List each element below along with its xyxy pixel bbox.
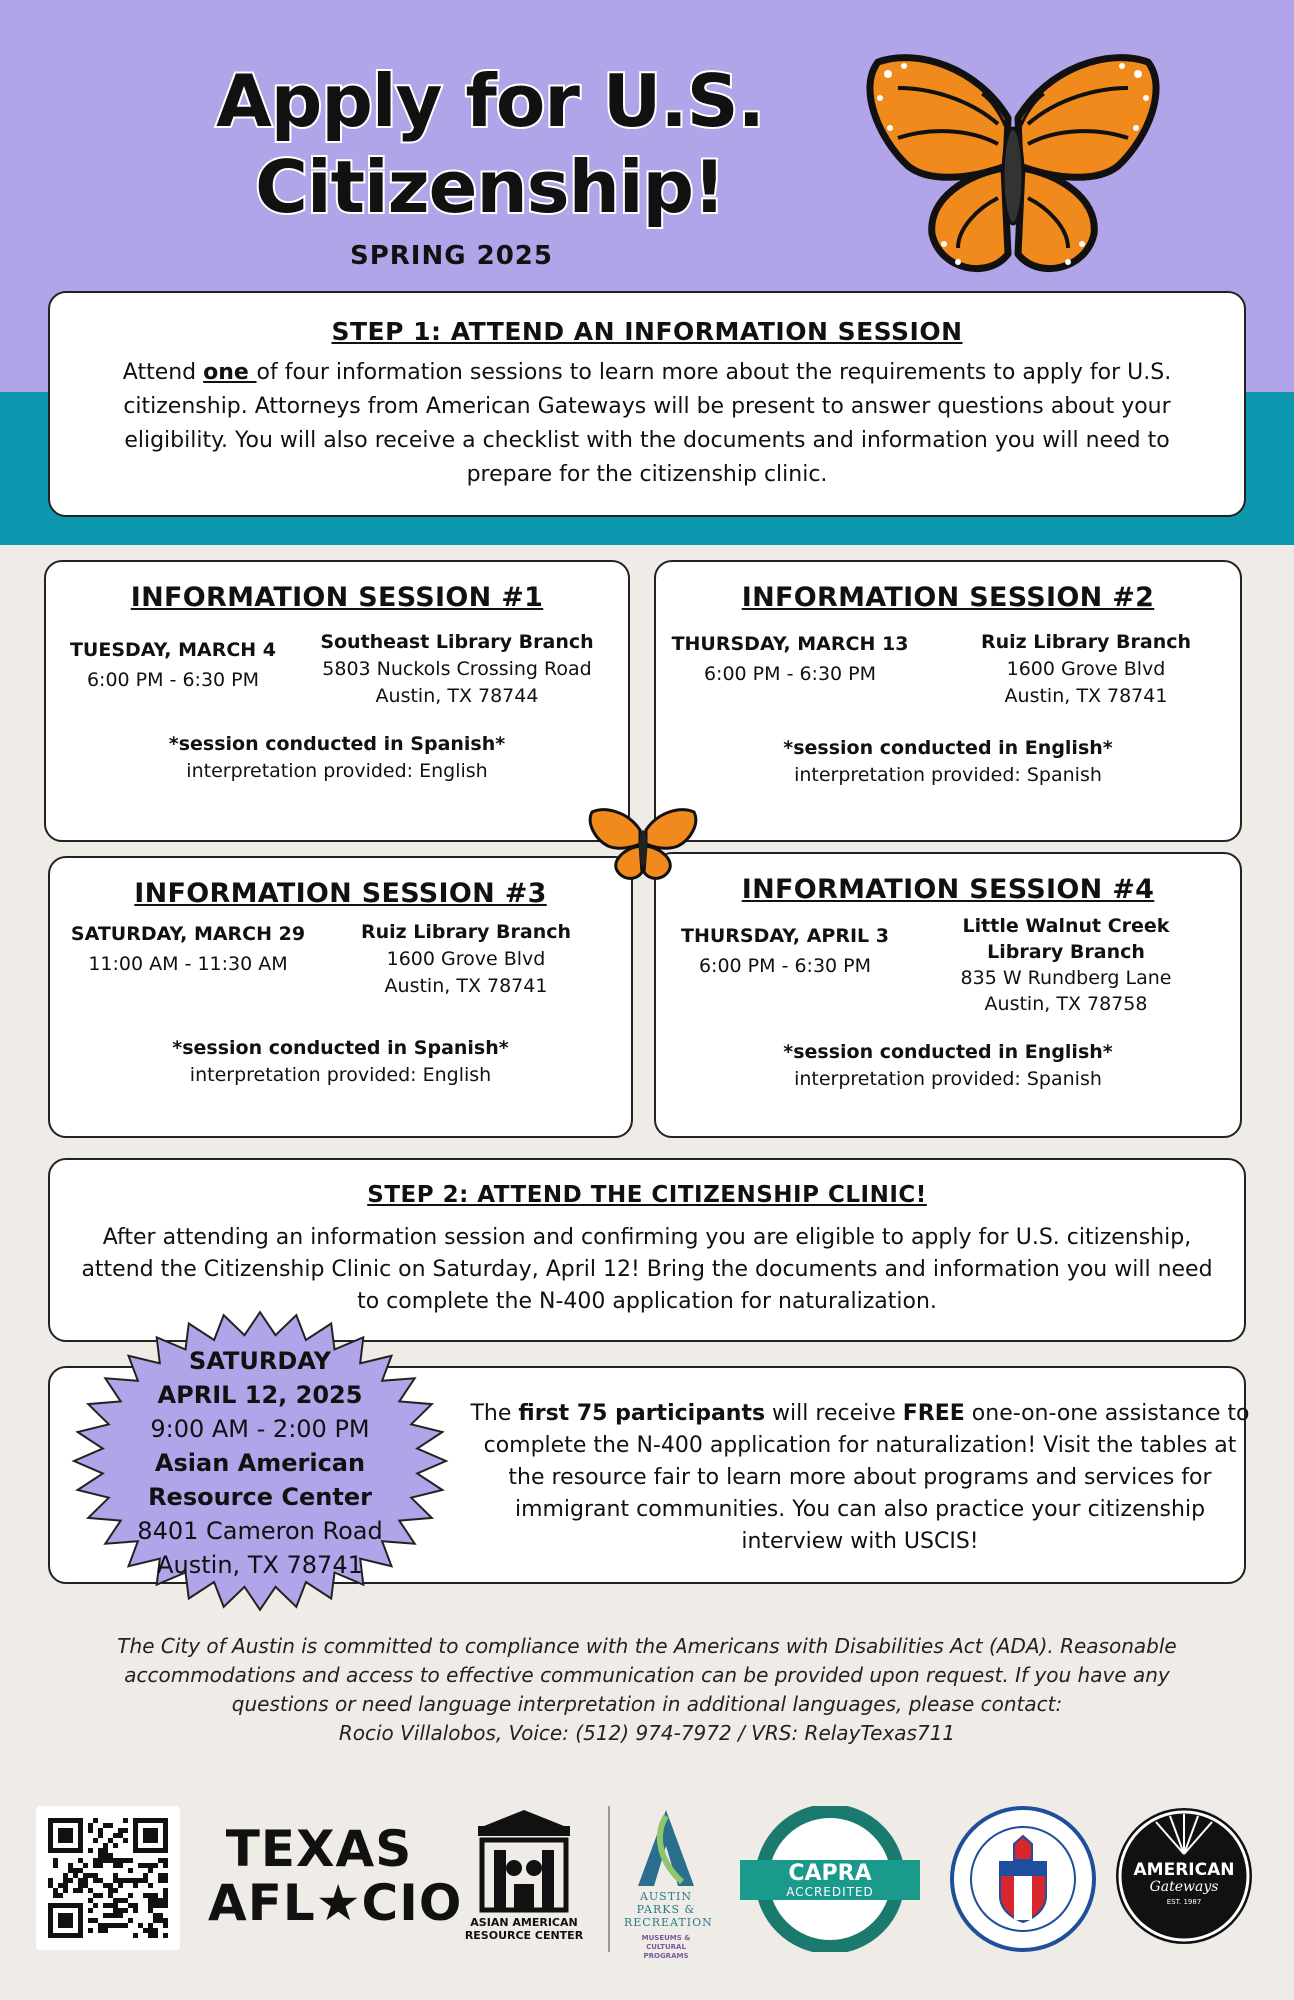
- session-interpretation: interpretation provided: Spanish: [794, 764, 1102, 786]
- session-venue: Southeast Library Branch: [320, 631, 594, 653]
- session-language: *session conducted in English*: [783, 1041, 1113, 1063]
- session-language-note: [656, 1039, 1240, 1093]
- session-address-line1: 1600 Grove Blvd: [386, 948, 546, 970]
- session-time: 11:00 AM - 11:30 AM: [88, 953, 288, 975]
- subtitle: SPRING 2025: [350, 241, 553, 271]
- clinic-venue-line2: Resource Center: [148, 1483, 372, 1511]
- austin-parks-recreation-logo: AUSTIN PARKS & RECREATION MUSEUMS & CULTURAL PROGRAMS: [624, 1806, 708, 1952]
- session-interpretation: interpretation provided: English: [186, 760, 488, 782]
- session-datetime: [68, 635, 278, 695]
- session-address-line1: 1600 Grove Blvd: [1006, 658, 1166, 680]
- step2-heading: STEP 2: ATTEND THE CITIZENSHIP CLINIC!: [367, 1182, 927, 1208]
- step1-heading: STEP 1: ATTEND AN INFORMATION SESSION: [331, 317, 963, 346]
- clinic-address-line1: 8401 Cameron Road: [137, 1517, 383, 1545]
- step1-text: Attend one of four information sessions to learn more about the requirements to apply for U.S. citizenship. Attorneys from American Gateways will be present to answer questions about your eligibility. You will also receive a checklist with the documents and information you will need to prepare for the citizenship clinic.: [122, 360, 1172, 487]
- session-language: *session conducted in Spanish*: [168, 733, 506, 755]
- gateways-name: AMERICAN: [1133, 1860, 1235, 1880]
- clinic-details: [70, 1344, 450, 1582]
- step1-emphasis: one: [203, 360, 257, 385]
- session-venue: Ruiz Library Branch: [980, 631, 1192, 653]
- city-of-austin-seal: [948, 1804, 1098, 1954]
- session-language-note: [46, 731, 628, 785]
- session-time: 6:00 PM - 6:30 PM: [86, 669, 260, 691]
- clinic-venue-line1: Asian American: [154, 1449, 366, 1477]
- session-language: *session conducted in Spanish*: [172, 1037, 509, 1059]
- session-day: THURSDAY, APRIL 3: [681, 925, 889, 947]
- asian-american-resource-center-logo: ASIAN AMERICAN RESOURCE CENTER: [448, 1806, 600, 1952]
- info-session-3-card: [48, 856, 633, 1138]
- contact-line: Rocio Villalobos, Voice: (512) 974-7972 / VRS: RelayTexas711: [338, 1721, 956, 1745]
- session-venue-line2: Library Branch: [987, 941, 1145, 963]
- clinic-free: FREE: [902, 1401, 965, 1426]
- page-title: [150, 58, 830, 230]
- session-location: [956, 629, 1216, 710]
- capra-title: CAPRA: [788, 1861, 872, 1886]
- session-time: 6:00 PM - 6:30 PM: [698, 955, 872, 977]
- session-location: [346, 919, 586, 1000]
- session-heading: INFORMATION SESSION #3: [134, 878, 547, 909]
- session-day: TUESDAY, MARCH 4: [69, 639, 277, 661]
- session-language-note: [656, 735, 1240, 789]
- session-address-line2: Austin, TX 78758: [984, 993, 1148, 1015]
- session-interpretation: interpretation provided: English: [189, 1064, 492, 1086]
- capra-accredited-logo: [740, 1806, 920, 1952]
- title-line-2: Citizenship!: [255, 145, 725, 229]
- info-session-1-card: [44, 560, 630, 842]
- session-interpretation: interpretation provided: Spanish: [794, 1068, 1102, 1090]
- session-location: [312, 629, 602, 710]
- clinic-starburst: [70, 1310, 450, 1612]
- session-heading: INFORMATION SESSION #1: [130, 582, 544, 613]
- clinic-address-line2: Austin, TX 78741: [157, 1551, 363, 1579]
- clinic-time: 9:00 AM - 2:00 PM: [150, 1415, 370, 1443]
- title-line-1: Apply for U.S.: [216, 59, 764, 143]
- session-language: *session conducted in English*: [783, 737, 1113, 759]
- aarc-building-icon: [448, 1806, 600, 1914]
- qr-code[interactable]: [36, 1806, 180, 1950]
- clinic-description: The first 75 participants will receive FREE one-on-one assistance to complete the N-400 application for naturalization! Visit the tables at the resource fair to learn more about programs and services for immigrant communities. You can also practice your citizenship interview with USCIS!: [470, 1401, 1250, 1554]
- monarch-butterfly-icon: [858, 48, 1168, 284]
- session-heading: INFORMATION SESSION #4: [741, 874, 1155, 905]
- session-day: SATURDAY, MARCH 29: [70, 923, 306, 945]
- american-gateways-logo: [1116, 1808, 1252, 1944]
- step2-text: After attending an information session and confirming you are eligible to apply for U.S. citizenship, attend the Citizenship Clinic on Saturday, April 12! Bring the documents and information you will need to complete the N-400 application for naturalization.: [81, 1225, 1213, 1314]
- small-butterfly-icon: [586, 804, 700, 884]
- session-address-line2: Austin, TX 78741: [384, 975, 548, 997]
- session-address-line1: 5803 Nuckols Crossing Road: [322, 658, 592, 680]
- step1-card: [48, 291, 1246, 517]
- gateways-est: EST. 1987: [1166, 1898, 1202, 1906]
- session-address-line1: 835 W Rundberg Lane: [960, 967, 1172, 989]
- session-language-note: [50, 1035, 631, 1089]
- session-venue: Little Walnut Creek: [962, 915, 1170, 937]
- session-location: [936, 913, 1196, 1017]
- session-datetime: [670, 629, 910, 689]
- clinic-first-75: first 75 participants: [518, 1401, 766, 1426]
- session-datetime: [68, 919, 308, 979]
- clinic-day: SATURDAY: [189, 1347, 331, 1375]
- info-session-2-card: [654, 560, 1242, 842]
- ada-disclaimer: The City of Austin is committed to compliance with the Americans with Disabilities Act (ADA). Reasonable accommodations and access to effective communication can be provided upon request. If you have any questions or need language interpretation in additional languages, please contact: Rocio Villalobos, Voice: (512) 974-7972 / VRS: RelayTexas711: [60, 1632, 1234, 1748]
- session-time: 6:00 PM - 6:30 PM: [703, 663, 877, 685]
- session-venue: Ruiz Library Branch: [360, 921, 572, 943]
- city-seal-icon: [948, 1804, 1098, 1954]
- session-heading: INFORMATION SESSION #2: [741, 582, 1155, 613]
- gateways-script: Gateways: [1149, 1879, 1219, 1895]
- clinic-date: APRIL 12, 2025: [157, 1381, 363, 1409]
- session-address-line2: Austin, TX 78741: [1004, 685, 1168, 707]
- texas-afl-cio-logo: TEXAS AFL★CIO: [208, 1820, 463, 1932]
- qr-code-icon: [36, 1806, 180, 1950]
- session-day: THURSDAY, MARCH 13: [671, 633, 909, 655]
- info-session-4-card: [654, 852, 1242, 1138]
- session-datetime: [670, 921, 900, 981]
- session-address-line2: Austin, TX 78744: [375, 685, 539, 707]
- capra-sub: ACCREDITED: [786, 1885, 874, 1899]
- parks-leaf-icon: [624, 1806, 708, 1890]
- logo-divider: [608, 1806, 610, 1952]
